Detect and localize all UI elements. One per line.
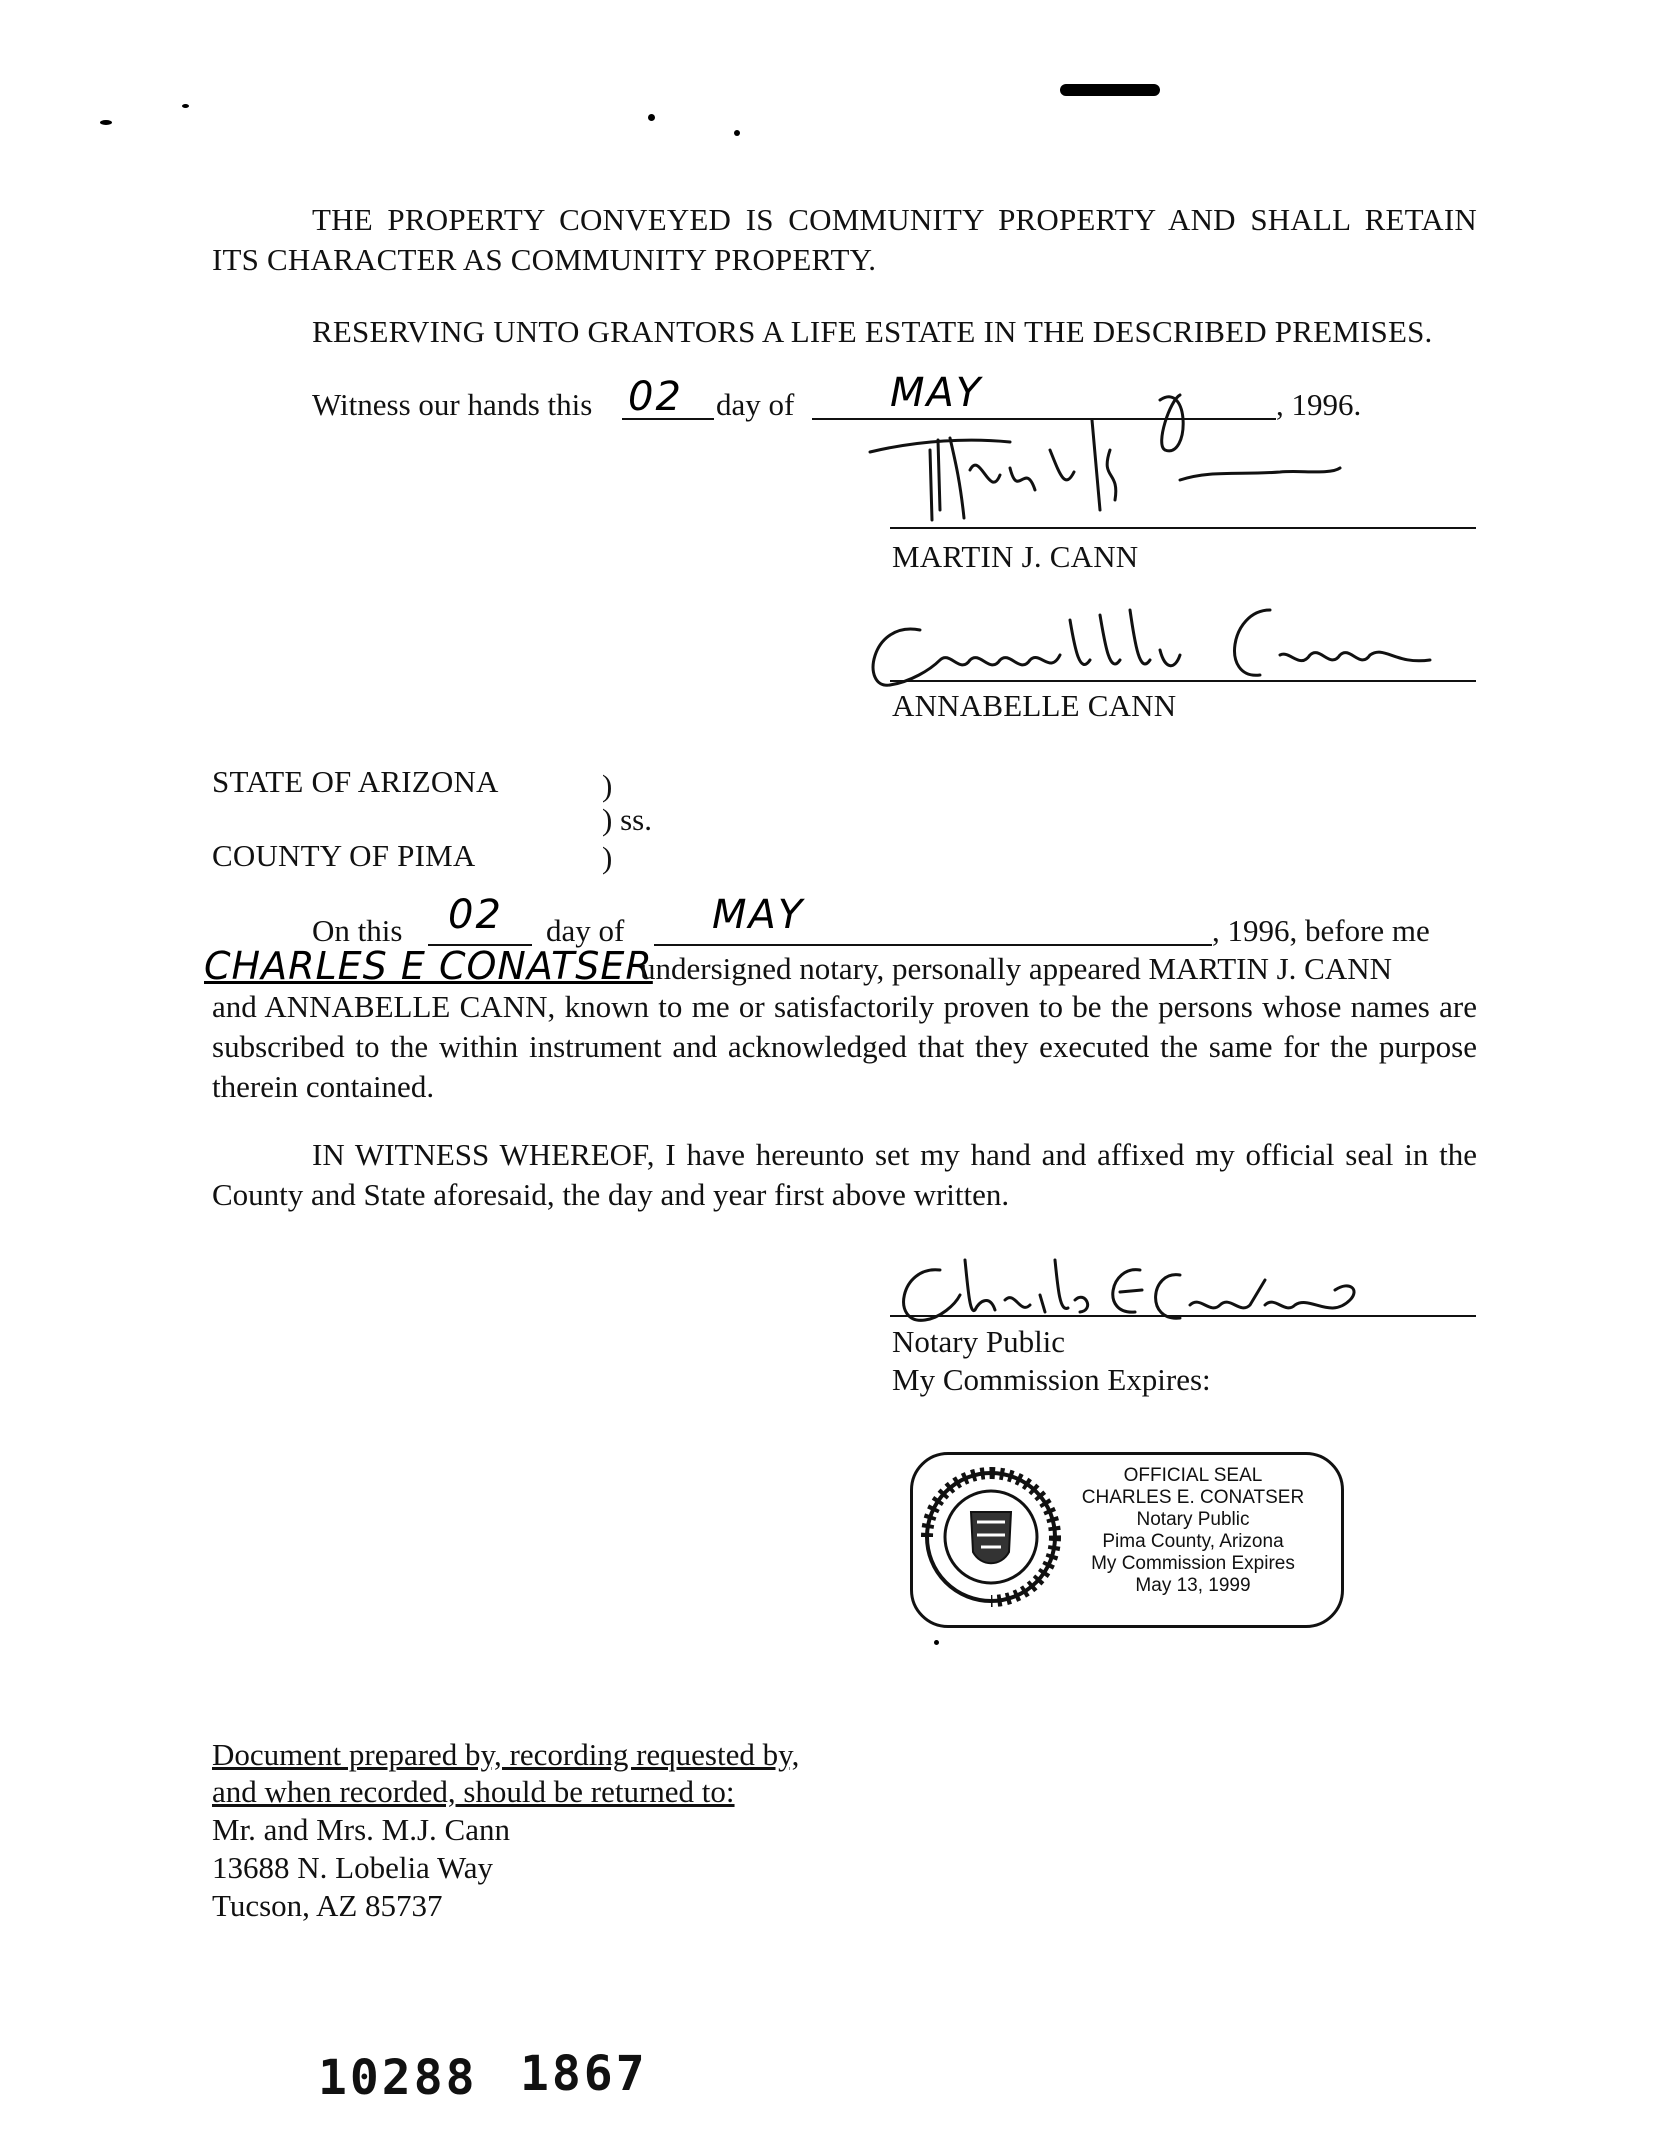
annabelle-cann-signature [850,600,1450,700]
martin-cann-signature [860,380,1380,540]
witness-month-handwritten: MAY [890,370,983,416]
signature-line-2 [890,680,1476,682]
seal-county: Pima County, Arizona [1102,1531,1284,1552]
return-heading-2: and when recorded, should be returned to: [212,1774,735,1809]
signer-name-martin: MARTIN J. CANN [892,539,1139,574]
notary-name-handwritten: CHARLES E CONATSER [204,944,653,988]
seal-notary-public: Notary Public [1136,1509,1250,1530]
notary-signature-line [890,1315,1476,1317]
arizona-state-seal-icon [921,1467,1061,1607]
signature-line-1 [890,527,1476,529]
venue-paren-top: ) [602,768,613,803]
venue-paren-bottom: ) [602,840,613,875]
scan-speck [1060,84,1160,96]
ack-day-of: day of [546,913,625,948]
scan-speck [100,120,112,125]
seal-expiry-date: May 13, 1999 [1135,1575,1251,1596]
return-street: 13688 N. Lobelia Way [212,1850,494,1885]
return-name: Mr. and Mrs. M.J. Cann [212,1812,510,1847]
return-city: Tucson, AZ 85737 [212,1888,443,1923]
official-seal-stamp [910,1452,1344,1628]
return-heading-1: Document prepared by, recording requested by, [212,1737,800,1772]
ack-month-line [654,944,1212,946]
in-witness-whereof: IN WITNESS WHEREOF, I have hereunto set my hand and affixed my official seal in the County and State aforesaid, the day and year first above written. [212,1137,1477,1212]
scan-speck [648,114,655,121]
witness-day-handwritten: 02 [628,374,683,420]
ack-year-before-me: , 1996, before me [1212,913,1430,948]
ack-body: and ANNABELLE CANN, known to me or satisfactorily proven to be the persons whose names are subscribed to the within instrument and acknowledged that they executed the same for the purpose therein contained. [212,989,1477,1104]
seal-notary-name: CHARLES E. CONATSER [1081,1487,1305,1508]
witness-prefix: Witness our hands this [312,387,593,422]
venue-ss: ) ss. [602,802,652,837]
scan-speck [734,130,740,136]
signer-name-annabelle: ANNABELLE CANN [892,688,1177,723]
document-number-left: 10288 [318,2050,478,2106]
ack-month-handwritten: MAY [712,892,805,938]
scan-speck [934,1640,939,1645]
ack-day-handwritten: 02 [448,892,503,938]
seal-commission-expires: My Commission Expires [1091,1553,1295,1574]
ack-body-line1: undersigned notary, personally appeared MARTIN J. CANN [640,951,1393,986]
notary-public-label: Notary Public [892,1324,1066,1359]
witness-year: , 1996. [1276,387,1362,422]
seal-title: OFFICIAL SEAL [1123,1465,1263,1486]
commission-expires-label: My Commission Expires: [892,1362,1211,1397]
document-number-right: 1867 [520,2046,648,2102]
community-property-clause: THE PROPERTY CONVEYED IS COMMUNITY PROPERTY AND SHALL RETAIN ITS CHARACTER AS COMMUNITY PROPERTY. [212,202,1477,277]
seal-text-block [1053,1465,1333,1597]
life-estate-clause: RESERVING UNTO GRANTORS A LIFE ESTATE IN THE DESCRIBED PREMISES. [312,314,1433,349]
venue-state: STATE OF ARIZONA [212,764,499,799]
scan-speck [182,104,189,108]
ack-on-this: On this [312,913,403,948]
venue-county: COUNTY OF PIMA [212,838,476,873]
witness-day-of: day of [716,387,795,422]
